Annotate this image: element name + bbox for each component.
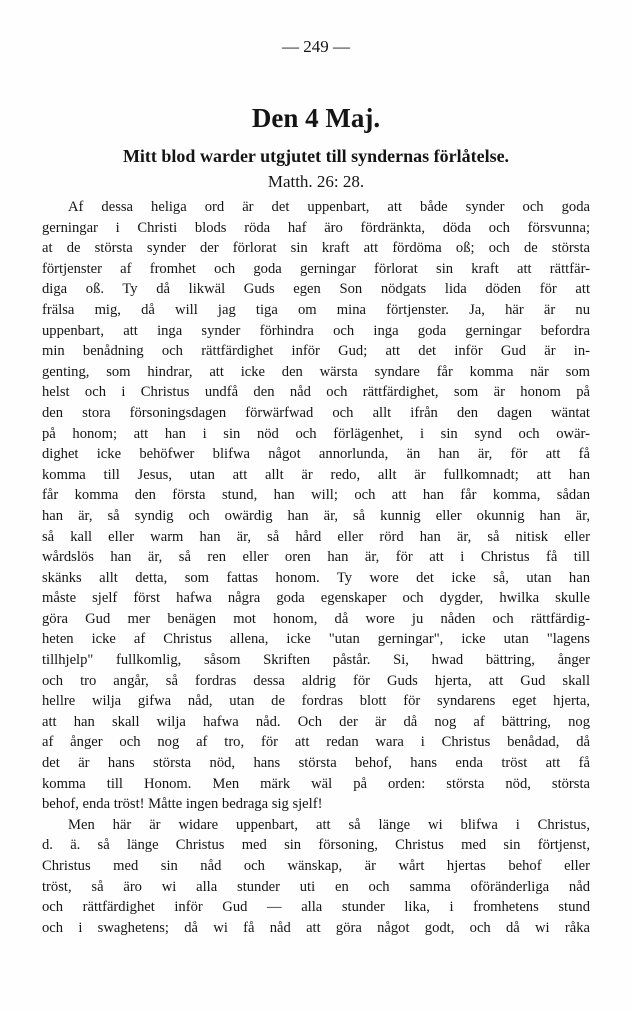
text-line: det är hans största nöd, hans största behof, hans enda tröst att få <box>42 755 590 772</box>
text-line: heten icke af Christus allena, icke "utan gerningar", icke utan "lagens <box>42 631 590 648</box>
text-line: Men här är widare uppenbart, att så länge wi blifwa i Christus, <box>68 816 590 833</box>
text-line: tillhjelp" fullkomlig, såsom Skriften påstår. Si, hwad bättring, ånger <box>42 652 590 669</box>
text-line: helst och i Christus undfå den nåd och rättfärdighet, som är honom på <box>42 384 590 401</box>
text-line: måste sjelf först hafwa några goda egenskaper och dygder, hwilka skulle <box>42 590 590 607</box>
text-line: så kall eller warm han är, så hård eller rörd han är, så nitisk eller <box>42 528 590 545</box>
text-line: göra Gud mer benägen mot honom, då wore ju nåden och rättfärdig- <box>42 610 590 627</box>
text-line: får komma den första stund, han will; och att han får komma, sådan <box>42 487 590 504</box>
devotion-title: Mitt blod warder utgjutet till syndernas förlåtelse. <box>122 146 510 166</box>
text-line: komma till Jesus, utan att allt är redo, allt är fullkomnadt; att han <box>42 466 590 483</box>
text-line: hellre wilja gifwa nåd, utan de fordras blott för syndarens eget hjerta, <box>42 693 590 710</box>
text-line: han är, så syndig och owärdig han är, så kunnig eller okunnig han är, <box>42 507 590 524</box>
text-line: gerningar i Christi blods röda haf äro fördränkta, döda och försvunna; <box>42 219 590 236</box>
text-line: komma till Honom. Men märk wäl på orden: största nöd, största <box>42 775 590 792</box>
scripture-reference: Matth. 26: 28. <box>267 172 365 191</box>
text-line: behof, enda tröst! Måtte ingen bedraga sig sjelf! <box>42 796 323 813</box>
text-line: Af dessa heliga ord är det uppenbart, att både synder och goda <box>68 199 590 215</box>
text-line: och tro angår, så fordras dessa aldrig för Guds hjerta, att Gud skall <box>42 672 590 689</box>
text-line: och i swaghetens; då wi få nåd att göra något godt, och då wi råka <box>42 919 590 936</box>
text-line: wårdslös han är, så ren eller oren han är, för att i Christus få till <box>42 549 590 566</box>
text-line: att han skall wilja hafwa nåd. Och der är då nog af bättring, nog <box>42 713 590 730</box>
text-line: d. ä. så länge Christus med sin försoning, Christus med sin förtjenst, <box>42 837 590 854</box>
body-text <box>42 197 590 938</box>
text-line: frälsa mig, då will jag tiga om mina förtjenster. Ja, här är nu <box>42 301 590 318</box>
text-line: min benådning och rättfärdighet inför Gud; att det inför Gud är in- <box>42 343 590 360</box>
text-line: dighet icke behöfwer blifwa något annorlunda, än han är, för att få <box>42 446 590 463</box>
text-line: Christus med sin nåd och wänskap, är wårt hjertas behof eller <box>42 858 590 874</box>
text-line: uppenbart, att inga synder förhindra och inga goda gerningar befordra <box>42 322 590 339</box>
text-line: och rättfärdighet inför Gud — alla stunder lika, i fromhetens stund <box>42 899 590 916</box>
text-line: på honom; att han i sin nöd och förlägenhet, i sin synd och owär- <box>42 425 590 442</box>
text-line: tröst, så äro wi alla stunder uti en och samma oföränderliga nåd <box>42 878 590 895</box>
text-line: af ånger och nog af tro, för att redan wara i Christus benådad, då <box>42 734 590 751</box>
text-line: den stora försoningsdagen förwärfwad och allt ifrån den dagen wäntat <box>42 404 590 421</box>
text-line: förtjenster af fromhet och goda gerningar förlorat sin kraft att rättfär- <box>42 260 590 277</box>
date-heading: Den 4 Maj. <box>251 103 381 133</box>
text-line: skänks allt detta, som fattas honom. Ty wore det icke så, utan han <box>42 569 590 586</box>
page-number: — 249 — <box>282 37 350 56</box>
text-line: diga oß. Ty då likwäl Guds egen Son nödgats lida döden för att <box>42 281 590 298</box>
text-line: genting, som hindrar, att icke den wärsta syndare får komma när som <box>42 363 590 380</box>
text-line: at de största synder der förlorat sin kraft att fördöma oß; och de största <box>42 240 590 257</box>
